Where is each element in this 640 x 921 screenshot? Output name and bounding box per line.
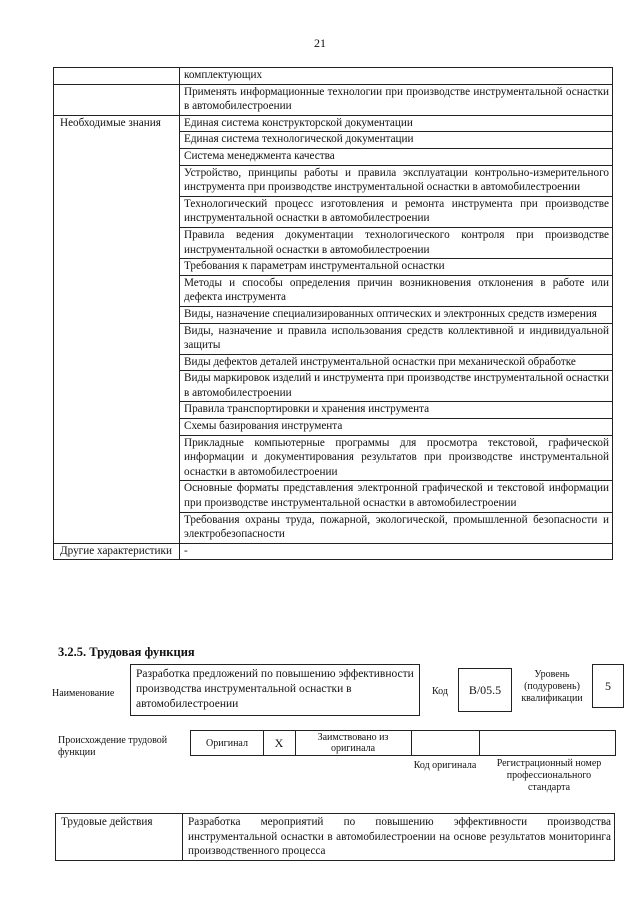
knowledge-label: Необходимые знания <box>54 115 180 543</box>
skill-item: комплектующих <box>180 68 613 85</box>
origin-borrowed: Заимствовано из оригинала <box>295 731 412 755</box>
knowledge-item: Правила транспортировки и хранения инструмента <box>180 402 613 419</box>
knowledge-item: Устройство, принципы работы и правила эксплуатации контрольно-измерительного инструмента при производстве инструментальной оснастки в автомобилестроении <box>180 165 613 196</box>
knowledge-item: Технологический процесс изготовления и ремонта инструмента при производстве инструментальной оснастки в автомобилестроении <box>180 196 613 227</box>
table-row <box>54 543 613 560</box>
knowledge-item: Схемы базирования инструмента <box>180 419 613 436</box>
knowledge-item: Прикладные компьютерные программы для просмотра текстовой, графической информации и документирования результатов при производстве инструментальной оснастки в автомобилестроении <box>180 435 613 481</box>
knowledge-item: Виды, назначение и правила использования средств коллективной и индивидуальной защиты <box>180 323 613 354</box>
function-code-box: B/05.5 <box>458 668 512 712</box>
level-label: Уровень (подуровень) квалификации <box>521 669 583 704</box>
origin-label: Происхождение трудовой функции <box>58 735 168 758</box>
empty-label-cell <box>54 84 180 115</box>
function-level-box: 5 <box>592 664 624 708</box>
other-label: Другие характеристики <box>54 543 180 560</box>
knowledge-item: Виды маркировок изделий и инструмента при производстве инструментальной оснастки в автомобилестроении <box>180 371 613 402</box>
knowledge-item: Правила ведения документации технологического контроля при производстве инструментальной оснастки в автомобилестроении <box>180 227 613 258</box>
actions-table <box>55 813 615 861</box>
table-row <box>54 68 613 85</box>
origin-code-cell <box>411 731 480 755</box>
origin-code-caption: Код оригинала <box>413 760 477 771</box>
code-label: Код <box>432 686 448 697</box>
empty-label-cell <box>54 68 180 85</box>
table-row <box>56 814 615 861</box>
knowledge-item: Виды, назначение специализированных оптических и электронных средств измерения <box>180 306 613 323</box>
knowledge-item: Требования охраны труда, пожарной, экологической, промышленной безопасности и электробезопасности <box>180 512 613 543</box>
name-label: Наименование <box>52 688 115 699</box>
knowledge-table <box>53 67 613 560</box>
origin-row <box>190 730 616 756</box>
origin-mark: X <box>263 731 296 755</box>
knowledge-item: Единая система конструкторской документации <box>180 115 613 132</box>
section-title: 3.2.5. Трудовая функция <box>58 645 195 659</box>
actions-value: Разработка мероприятий по повышению эффективности производства инструментальной оснастки в автомобилестроении на основе результатов мониторинга производственного процесса <box>183 814 615 861</box>
knowledge-item: Основные форматы представления электронной графической и текстовой информации при производстве инструментальной оснастки в автомобилестроении <box>180 481 613 512</box>
page-number: 21 <box>314 36 326 50</box>
actions-label: Трудовые действия <box>56 814 183 861</box>
origin-reg-cell <box>479 731 615 755</box>
table-row <box>54 84 613 115</box>
origin-reg-caption: Регистрационный номер профессионального стандарта <box>496 758 602 793</box>
function-name-box: Разработка предложений по повышению эффективности производства инструментальной оснастки в автомобилестроении <box>130 664 420 716</box>
skill-item: Применять информационные технологии при производстве инструментальной оснастки в автомобилестроении <box>180 84 613 115</box>
knowledge-item: Виды дефектов деталей инструментальной оснастки при механической обработке <box>180 354 613 371</box>
knowledge-item: Единая система технологической документации <box>180 132 613 149</box>
knowledge-item: Требования к параметрам инструментальной оснастки <box>180 259 613 276</box>
knowledge-item: Методы и способы определения причин возникновения отклонения в работе или дефекта инструмента <box>180 275 613 306</box>
knowledge-item: Система менеджмента качества <box>180 148 613 165</box>
table-row <box>54 115 613 132</box>
origin-original: Оригинал <box>191 731 264 755</box>
other-value: - <box>180 543 613 560</box>
